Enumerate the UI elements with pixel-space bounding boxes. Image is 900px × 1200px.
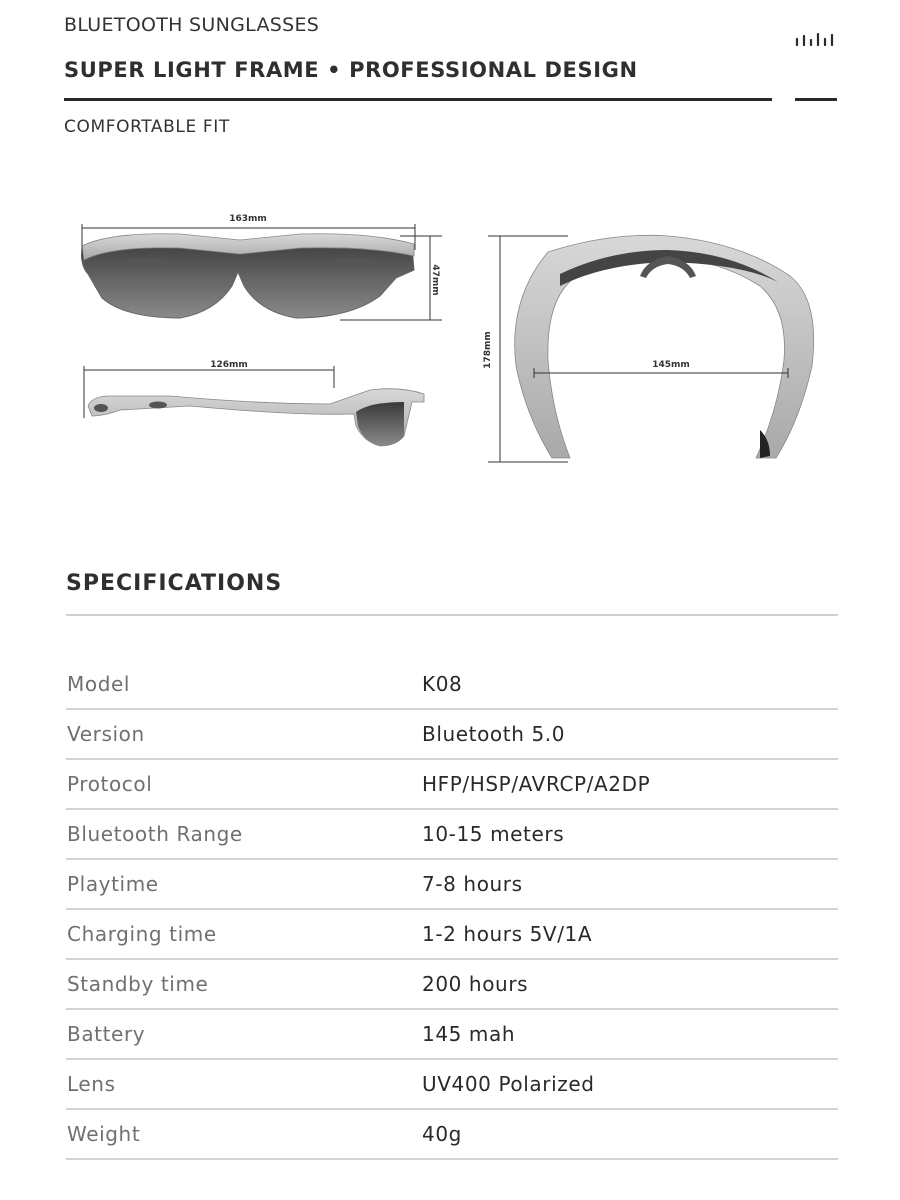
subheadline: COMFORTABLE FIT [64, 117, 230, 137]
dimension-diagram [0, 190, 900, 490]
spec-row-playtime [66, 860, 838, 910]
spec-value: 40g [422, 1122, 462, 1146]
spec-value: K08 [422, 672, 463, 696]
spec-label: Protocol [67, 772, 153, 796]
spec-label: Model [67, 672, 131, 696]
front-width-label: 163mm [229, 214, 267, 224]
brand-title: BLUETOOTH SUNGLASSES [64, 14, 320, 36]
spec-label: Version [67, 722, 145, 746]
spec-value: UV400 Polarized [422, 1072, 595, 1096]
top-depth-label: 178mm [483, 331, 493, 369]
spec-row-bluetooth-range [66, 810, 838, 860]
spec-label: Battery [67, 1022, 146, 1046]
spec-row-model [66, 660, 838, 710]
specifications-rule [66, 614, 838, 616]
spec-row-protocol [66, 760, 838, 810]
spec-label: Playtime [67, 872, 159, 896]
spec-row-lens [66, 1060, 838, 1110]
spec-row-battery [66, 1010, 838, 1060]
spec-row-weight [66, 1110, 838, 1160]
spec-value: Bluetooth 5.0 [422, 722, 566, 746]
spec-row-standby-time [66, 960, 838, 1010]
spec-value: 1-2 hours 5V/1A [422, 922, 593, 946]
spec-row-charging-time [66, 910, 838, 960]
side-view-glasses [88, 389, 424, 446]
spec-value: 10-15 meters [422, 822, 565, 846]
sound-wave-icon [795, 32, 837, 48]
spec-label: Charging time [67, 922, 217, 946]
headline-rule-short [795, 98, 837, 101]
specifications-title: SPECIFICATIONS [66, 571, 283, 596]
specifications-table [66, 660, 838, 1160]
front-height-label: 47mm [430, 264, 440, 296]
spec-row-version [66, 710, 838, 760]
spec-label: Weight [67, 1122, 141, 1146]
inner-width-label: 145mm [652, 360, 690, 370]
spec-value: 200 hours [422, 972, 529, 996]
top-view-glasses [515, 235, 814, 458]
spec-value: 7-8 hours [422, 872, 523, 896]
spec-label: Standby time [67, 972, 209, 996]
temple-length-label: 126mm [210, 360, 248, 370]
front-view-glasses [82, 234, 414, 318]
spec-value: 145 mah [422, 1022, 516, 1046]
spec-label: Lens [67, 1072, 116, 1096]
headline-rule [64, 98, 772, 101]
headline: SUPER LIGHT FRAME • PROFESSIONAL DESIGN [64, 58, 638, 82]
spec-value: HFP/HSP/AVRCP/A2DP [422, 772, 651, 796]
spec-label: Bluetooth Range [67, 822, 243, 846]
